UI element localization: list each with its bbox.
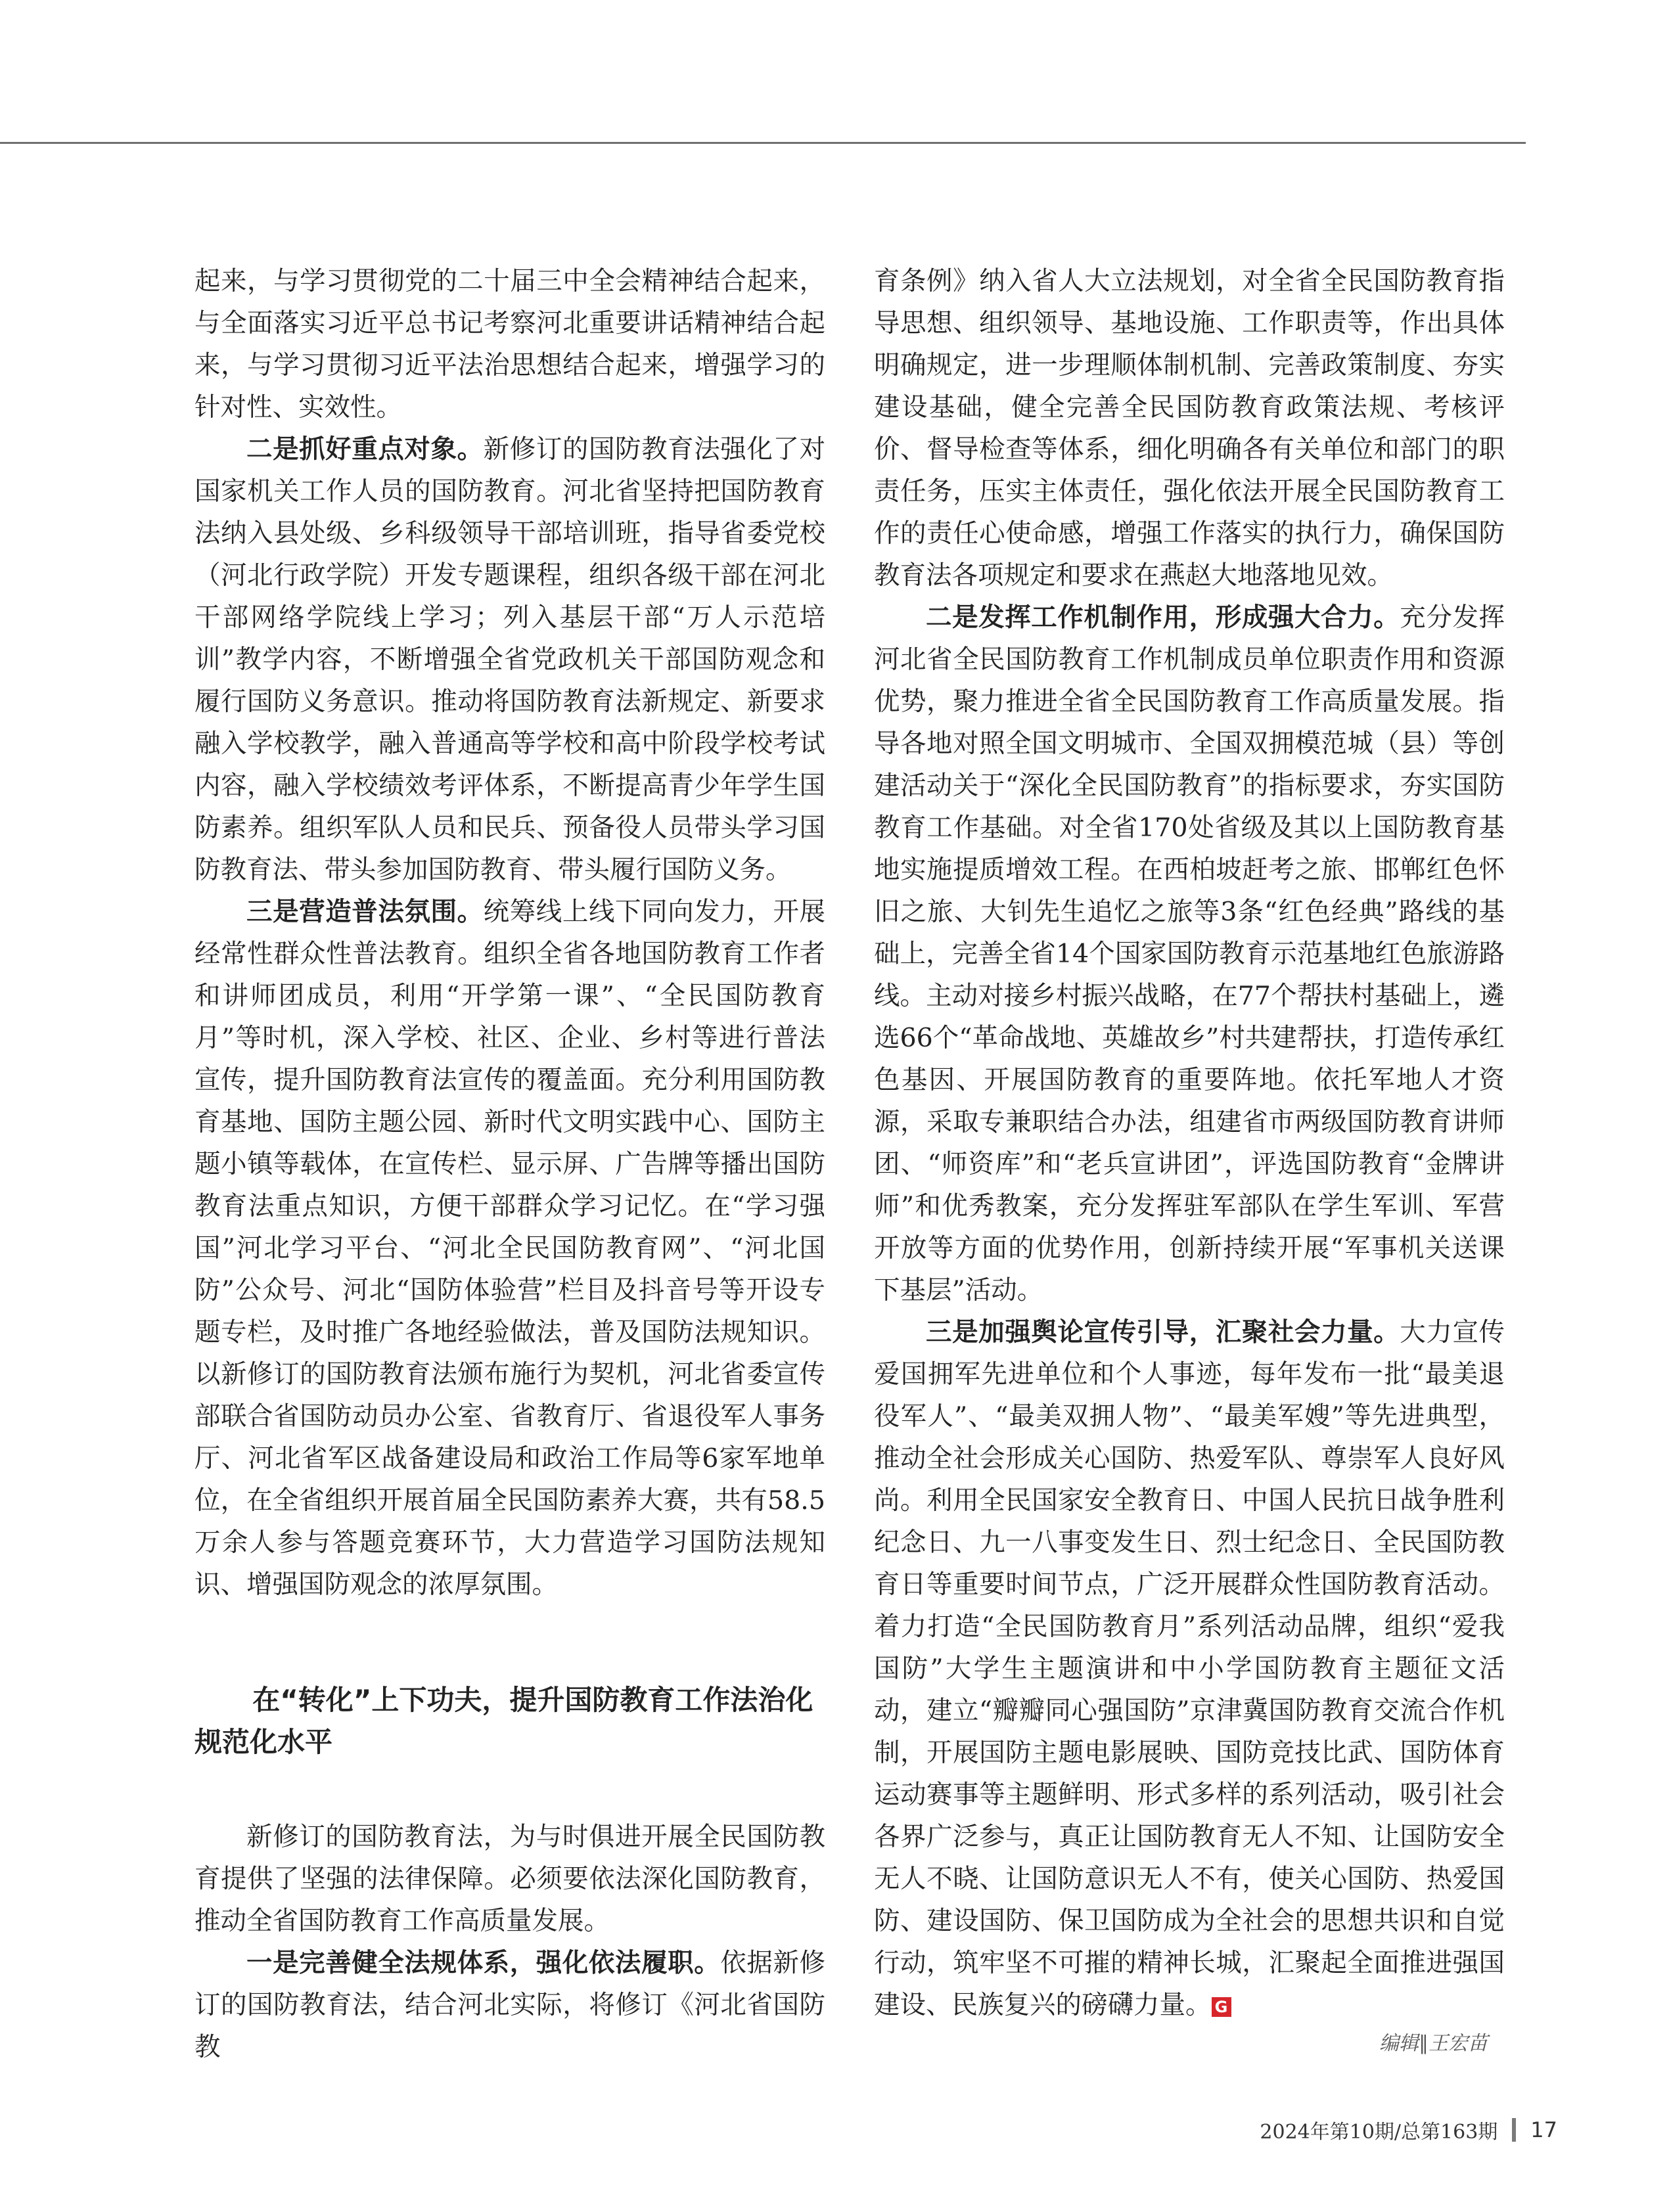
left-column (194, 260, 825, 2068)
issue-info: 2024年第10期/总第163期 (1260, 2121, 1498, 2144)
right-column (874, 260, 1505, 2026)
paragraph: 起来，与学习贯彻党的二十届三中全会精神结合起来，与全面落实习近平总书记考察河北重要讲话精神结合起来，与学习贯彻习近平法治思想结合起来，增强学习的针对性、实效性。 (194, 266, 825, 422)
paragraph: 新修订的国防教育法，为与时俱进开展全民国防教育提供了坚强的法律保障。必须要依法深化国防教育，推动全省国防教育工作高质量发展。 (194, 1822, 825, 1936)
paragraph-lead: 三是加强舆论宣传引导，汇聚社会力量。 (926, 1317, 1400, 1347)
end-mark-icon: G (1212, 1997, 1231, 2017)
paragraph-body: 大力宣传爱国拥军先进单位和个人事迹，每年发布一批“最美退役军人”、“最美双拥人物”、“最美军嫂”等先进典型，推动全社会形成关心国防、热爱军队、尊崇军人良好风尚。利用全民国家安全教育日、中国人民抗日战争胜利纪念日、九一八事变发生日、烈士纪念日、全民国防教育日等重要时间节点，广泛开展群众性国防教育活动。着力打造“全民国防教育月”系列活动品牌，组织“爱我国防”大学生主题演讲和中小学国防教育主题征文活动，建立“瓣瓣同心强国防”京津冀国防教育交流合作机制，开展国防主题电影展映、国防竞技比武、国防体育运动赛事等主题鲜明、形式多样的系列活动，吸引社会各界广泛参与，真正让国防教育无人不知、让国防安全无人不晓、让国防意识无人不有，使关心国防、热爱国防、建设国防、保卫国防成为全社会的思想共识和自觉行动，筑牢坚不可摧的精神长城，汇聚起全面推进强国建设、民族复兴的磅礴力量。 (874, 1317, 1505, 2020)
paragraph-lead: 三是营造普法氛围。 (246, 897, 484, 927)
page-footer (1260, 2115, 1557, 2144)
paragraph-body: 充分发挥河北省全民国防教育工作机制成员单位职责作用和资源优势，聚力推进全省全民国防教育工作高质量发展。指导各地对照全国文明城市、全国双拥模范城（县）等创建活动关于“深化全民国防教育”的指标要求，夯实国防教育工作基础。对全省170处省级及其以上国防教育基地实施提质增效工程。在西柏坡赶考之旅、邯郸红色怀旧之旅、大钊先生追忆之旅等3条“红色经典”路线的基础上，完善全省14个国家国防教育示范基地红色旅游路线。主动对接乡村振兴战略，在77个帮扶村基础上，遴选66个“革命战地、英雄故乡”村共建帮扶，打造传承红色基因、开展国防教育的重要阵地。依托军地人才资源，采取专兼职结合办法，组建省市两级国防教育讲师团、“师资库”和“老兵宣讲团”，评选国防教育“金牌讲师”和优秀教案，充分发挥驻军部队在学生军训、军营开放等方面的优势作用，创新持续开展“军事机关送课下基层”活动。 (874, 602, 1505, 1305)
paragraph-body: 依据新修订的国防教育法，结合河北实际，将修订《河北省国防教 (194, 1948, 826, 2062)
paragraph-body: 统筹线上线下同向发力，开展经常性群众性普法教育。组织全省各地国防教育工作者和讲师团成员，利用“开学第一课”、“全民国防教育月”等时机，深入学校、社区、企业、乡村等进行普法宣传，提升国防教育法宣传的覆盖面。充分利用国防教育基地、国防主题公园、新时代文明实践中心、国防主题小镇等载体，在宣传栏、显示屏、广告牌等播出国防教育法重点知识，方便干部群众学习记忆。在“学习强国”河北学习平台、“河北全民国防教育网”、“河北国防”公众号、河北“国防体验营”栏目及抖音号等开设专题专栏，及时推广各地经验做法，普及国防法规知识。以新修订的国防教育法颁布施行为契机，河北省委宣传部联合省国防动员办公室、省教育厅、省退役军人事务厅、河北省军区战备建设局和政治工作局等6家军地单位，在全省组织开展首届全民国防素养大赛，共有58.5万余人参与答题竞赛环节，大力营造学习国防法规知识、增强国防观念的浓厚氛围。 (194, 897, 826, 1600)
paragraph-lead: 二是发挥工作机制作用，形成强大合力。 (926, 602, 1400, 633)
section-heading: 在“转化”上下功夫，提升国防教育工作法治化规范化水平 (194, 1684, 813, 1758)
paragraph (874, 1311, 1505, 2026)
editor-credit: 编辑∥王宏苗 (1379, 2032, 1488, 2055)
paragraph-body: 新修订的国防教育法强化了对国家机关工作人员的国防教育。河北省坚持把国防教育法纳入县处级、乡科级领导干部培训班，指导省委党校（河北行政学院）开发专题课程，组织各级干部在河北干部网络学院线上学习；列入基层干部“万人示范培训”教学内容，不断增强全省党政机关干部国防观念和履行国防义务意识。推动将国防教育法新规定、新要求融入学校教学，融入普通高等学校和高中阶段学校考试内容，融入学校绩效考评体系，不断提高青少年学生国防素养。组织军队人员和民兵、预备役人员带头学习国防教育法、带头参加国防教育、带头履行国防义务。 (194, 434, 826, 885)
header-rule (0, 142, 1526, 144)
paragraph (874, 597, 1505, 1311)
paragraph (194, 1942, 825, 2068)
paragraph-lead: 一是完善健全法规体系，强化依法履职。 (246, 1948, 721, 1978)
footer-divider (1512, 2118, 1516, 2142)
paragraph: 育条例》纳入省人大立法规划，对全省全民国防教育指导思想、组织领导、基地设施、工作职责等，作出具体明确规定，进一步理顺体制机制、完善政策制度、夯实建设基础，健全完善全民国防教育政策法规、考核评价、督导检查等体系，细化明确各有关单位和部门的职责任务，压实主体责任，强化依法开展全民国防教育工作的责任心使命感，增强工作落实的执行力，确保国防教育法各项规定和要求在燕赵大地落地见效。 (874, 266, 1505, 591)
paragraph (194, 428, 825, 891)
paragraph (194, 891, 825, 1606)
page-number: 17 (1530, 2117, 1557, 2142)
paragraph-lead: 二是抓好重点对象。 (246, 434, 484, 464)
